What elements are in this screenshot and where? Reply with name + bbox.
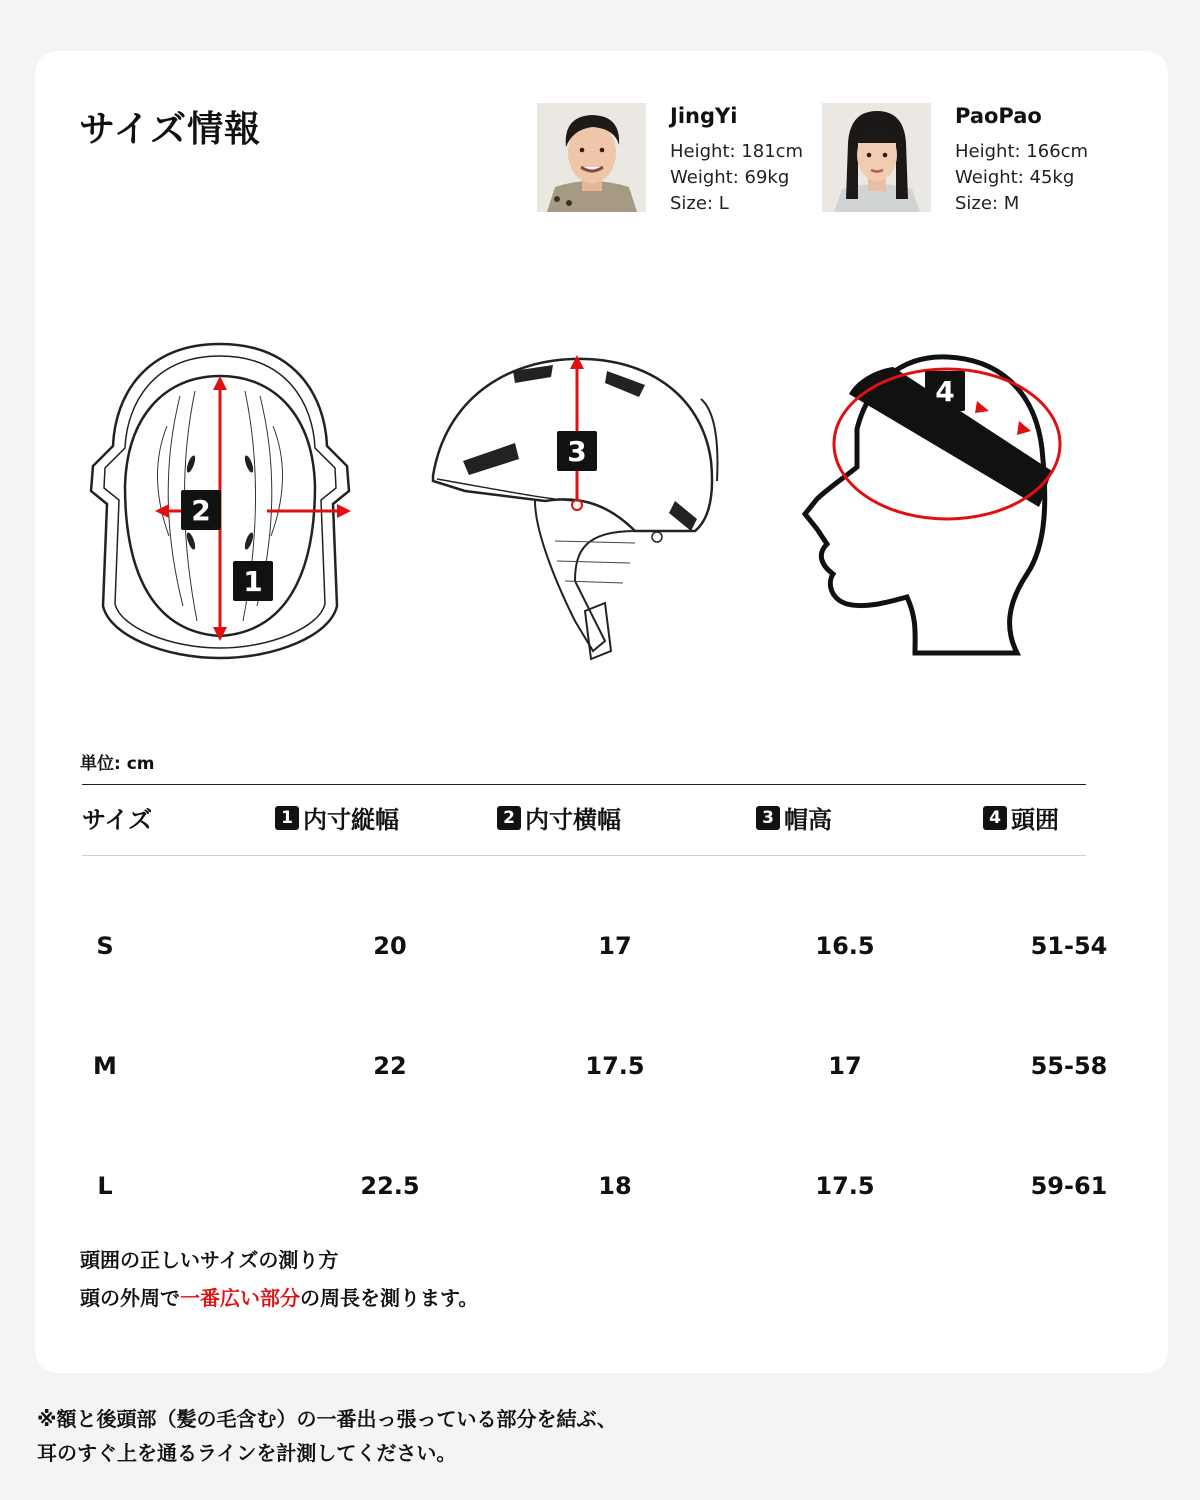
header-helmet-height: 3 帽高	[756, 785, 832, 855]
cell-head-circumference: 59-61	[1030, 1172, 1108, 1200]
cell-inner-length: 20	[373, 932, 407, 960]
cell-inner-width: 17	[598, 932, 632, 960]
size-info-card	[35, 51, 1168, 1373]
header-inner-width: 2 内寸横幅	[497, 785, 621, 855]
helmet-side-view-diagram	[425, 351, 735, 661]
table-header	[82, 784, 1086, 856]
table-body	[82, 856, 1108, 1216]
model-name: PaoPao	[955, 104, 1042, 128]
cell-head-circumference: 51-54	[1030, 932, 1108, 960]
size-table	[82, 784, 1108, 1216]
model-info	[670, 103, 840, 217]
cell-inner-width: 17.5	[585, 1052, 645, 1080]
marker-2: 2	[191, 494, 211, 527]
footnote-line: 耳のすぐ上を通るラインを計測してください。	[37, 1441, 457, 1465]
header-size: サイズ	[82, 806, 153, 834]
model-name: JingYi	[670, 104, 738, 128]
model-photo	[822, 103, 931, 212]
model-height: Height: 166cm	[955, 141, 1089, 162]
model-photo	[537, 103, 646, 212]
cell-size: L	[97, 1172, 113, 1200]
cell-helmet-height: 17.5	[815, 1172, 875, 1200]
cell-inner-length: 22	[373, 1052, 407, 1080]
marker-1: 1	[243, 565, 263, 598]
marker-3: 3	[567, 435, 587, 468]
table-row	[82, 1006, 1108, 1126]
helmet-top-view-diagram	[85, 336, 355, 666]
cell-helmet-height: 16.5	[815, 932, 875, 960]
cell-size: S	[96, 932, 114, 960]
page-title: サイズ情報	[79, 109, 262, 150]
measurement-instructions	[80, 1241, 478, 1317]
cell-inner-length: 22.5	[360, 1172, 420, 1200]
marker-4: 4	[935, 375, 955, 408]
cell-helmet-height: 17	[828, 1052, 862, 1080]
unit-label: 単位: cm	[80, 754, 155, 774]
footnote	[37, 1402, 617, 1470]
cell-inner-width: 18	[598, 1172, 632, 1200]
howto-heading: 頭囲の正しいサイズの測り方	[80, 1248, 339, 1272]
model-info	[955, 103, 1125, 217]
footnote-line: ※額と後頭部（髪の毛含む）の一番出っ張っている部分を結ぶ、	[37, 1407, 617, 1431]
model-height: Height: 181cm	[670, 141, 804, 162]
cell-size: M	[93, 1052, 117, 1080]
model-size: Size: L	[670, 193, 729, 214]
model-weight: Weight: 45kg	[955, 167, 1075, 188]
table-row	[82, 886, 1108, 1006]
head-circumference-diagram	[797, 339, 1097, 659]
howto-highlight: 一番広い部分	[180, 1286, 300, 1310]
header-inner-length: 1 内寸縦幅	[275, 785, 399, 855]
howto-text: 頭の外周で一番広い部分の周長を測ります。	[80, 1286, 479, 1310]
model-weight: Weight: 69kg	[670, 167, 790, 188]
header-head-circumference: 4 頭囲	[983, 785, 1059, 855]
model-size: Size: M	[955, 193, 1020, 214]
cell-head-circumference: 55-58	[1030, 1052, 1108, 1080]
table-row	[82, 1126, 1108, 1246]
